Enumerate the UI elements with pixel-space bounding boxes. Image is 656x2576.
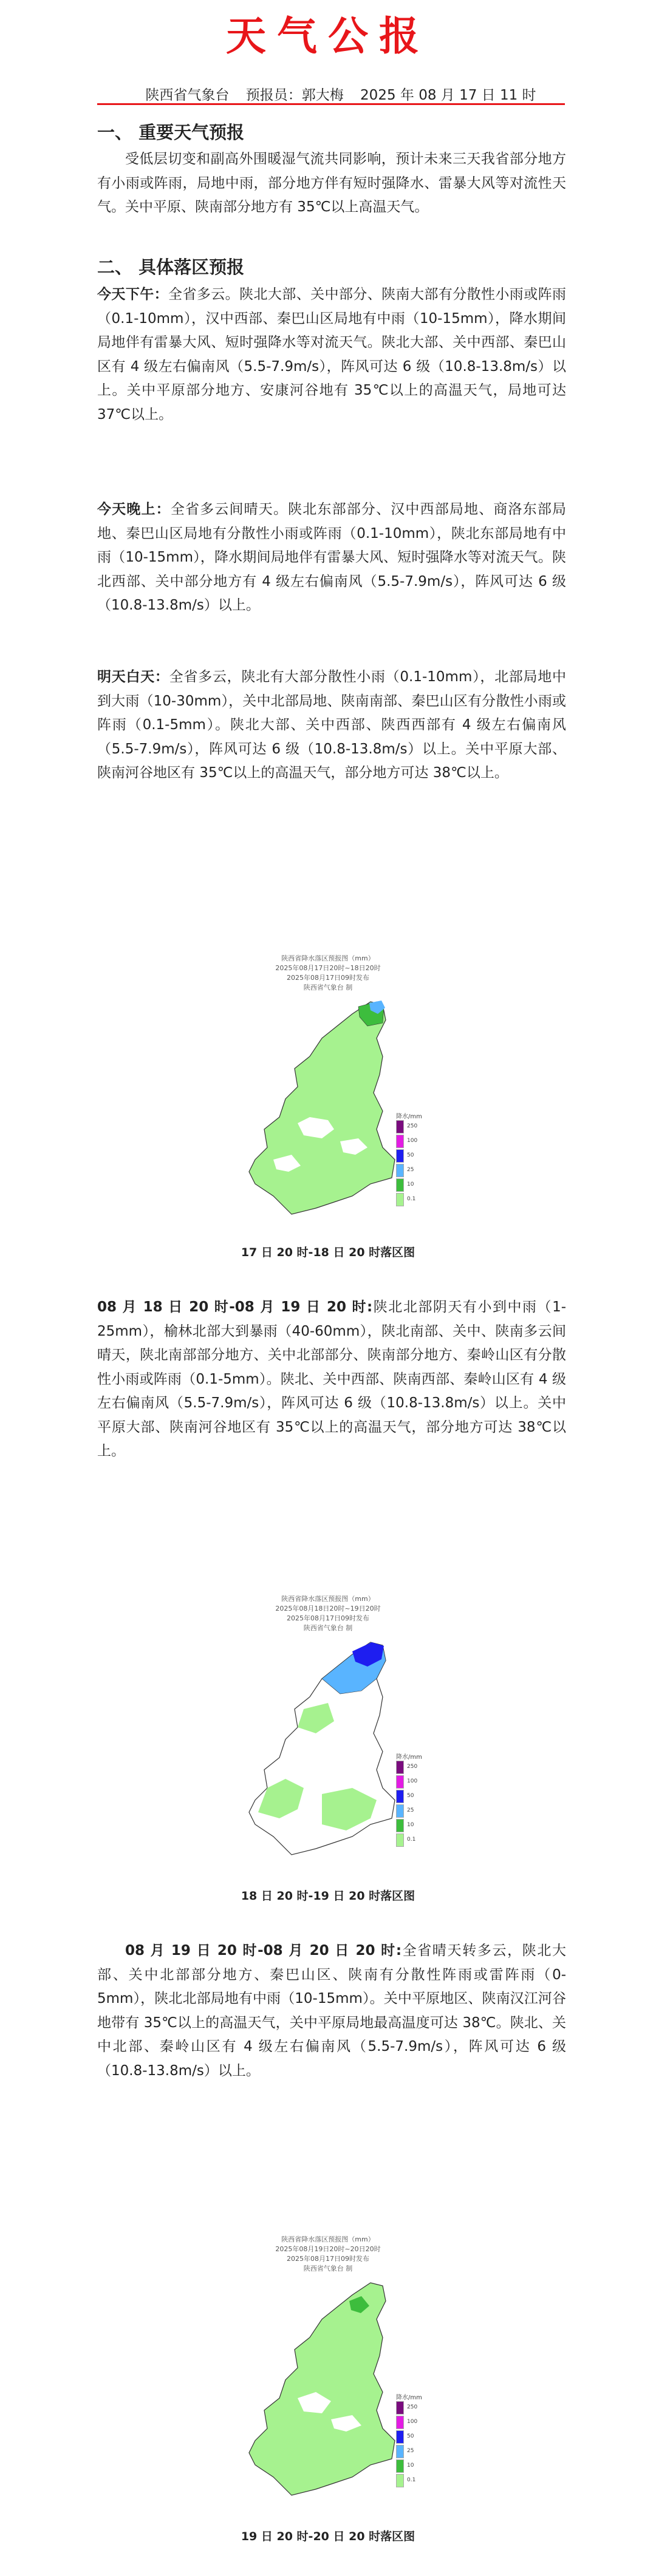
map-1-title: 陕西省降水落区预报图（mm）: [281, 954, 375, 962]
header-divider: [97, 103, 565, 105]
legend-label: 0.1: [407, 1196, 416, 1202]
legend-label: 10: [407, 1822, 414, 1828]
period-2-label: 08 月 18 日 20 时-08 月 19 日 20 时:: [97, 1299, 373, 1315]
precip-map-3: [231, 2234, 425, 2520]
legend-label: 10: [407, 2462, 414, 2469]
map-1-legend-title: 降水/mm: [396, 1113, 422, 1120]
bulletin-meta: [107, 84, 575, 104]
legend-label: 250: [407, 1764, 418, 1770]
map-3-title: 陕西省降水落区预报图（mm）: [281, 2235, 375, 2243]
legend-swatch: [396, 1833, 404, 1847]
legend-label: 10: [407, 1181, 414, 1188]
legend-swatch: [396, 2459, 404, 2473]
legend-label: 25: [407, 2448, 414, 2454]
legend-swatch: [396, 1804, 404, 1818]
tomorrow-label: 明天白天：: [97, 669, 169, 685]
legend-swatch: [396, 2474, 404, 2487]
legend-label: 100: [407, 1778, 418, 1784]
period-3-text: 全省晴天转多云，陕北大部、关中北部部分地方、秦巴山区、陕南有分散性阵雨或雷阵雨（0-5mm），陕北北部局地有中雨（10-15mm）。关中平原地区、陕南汉江河谷地带有 35℃以上的高温天气，关中平原局地最高温度可达 38℃。陕北、关中北部、秦岭山区有 4 级左右偏南风（5.5-7.9m/s），阵风可达 6 级（10.8-13.8m/s）以上。: [97, 1943, 566, 2079]
map-1-caption: 17 日 20 时-18 日 20 时落区图: [241, 1246, 415, 1259]
legend-swatch: [396, 1761, 404, 1774]
map-3-org: 陕西省气象台 制: [303, 2265, 353, 2272]
bulletin-title: 天气公报: [226, 12, 430, 59]
legend-swatch: [396, 1193, 404, 1206]
tomorrow-text: 全省多云，陕北有大部分散性小雨（0.1-10mm），北部局地中到大雨（10-30mm），关中北部局地、陕南南部、秦巴山区有分散性小雨或阵雨（0.1-5mm）。陕北大部、关中西部、陕西西部有 4 级左右偏南风（5.5-7.9m/s），阵风可达 6 级（10.8-13.8m/s）以上。关中平原大部、陕南河谷地区有 35℃以上的高温天气，部分地方可达 38℃以上。: [97, 669, 567, 781]
period-2-block: [97, 1296, 566, 1464]
legend-label: 50: [407, 2433, 414, 2439]
today-afternoon-block: [97, 283, 566, 427]
legend-label: 25: [407, 1167, 414, 1173]
tonight-text: 全省多云间晴天。陕北东部部分、汉中西部局地、商洛东部局地、秦巴山区局地有分散性小雨或阵雨（0.1-10mm），陕北东部局地有中雨（10-15mm），降水期间局地伴有雷暴大风、短时强降水等对流天气。陕北西部、关中部分地方有 4 级左右偏南风（5.5-7.9m/s），阵风可达 6 级（10.8-13.8m/s）以上。: [97, 501, 567, 613]
map-3-valid: 2025年08月19日20时~20日20时: [275, 2245, 381, 2253]
legend-swatch: [396, 1135, 404, 1148]
important-forecast-text: 受低层切变和副高外围暖湿气流共同影响，预计未来三天我省部分地方有小雨或阵雨，局地中雨，部分地方伴有短时强降水、雷暴大风等对流性天气。关中平原、陕南部分地方有 35℃以上高温天气。: [97, 151, 566, 215]
issue-time: 2025 年 08 月 17 日 11 时: [360, 87, 536, 103]
precip-map-2: [231, 1594, 425, 1879]
period-3-label: 08 月 19 日 20 时-08 月 20 日 20 时:: [125, 1943, 402, 1959]
map-1-issued: 2025年08月17日09时发布: [287, 974, 369, 982]
legend-swatch: [396, 1164, 404, 1177]
map-2-title: 陕西省降水落区预报图（mm）: [281, 1595, 375, 1603]
precip-map-1: [231, 953, 425, 1239]
legend-label: 0.1: [407, 1837, 416, 1843]
legend-label: 0.1: [407, 2477, 416, 2483]
legend-swatch: [396, 2430, 404, 2444]
section-heading-detail: 二、 具体落区预报: [97, 257, 245, 277]
legend-label: 100: [407, 1138, 418, 1144]
period-3-block: [97, 1939, 566, 2083]
legend-swatch: [396, 1178, 404, 1192]
legend-label: 250: [407, 2404, 418, 2410]
legend-swatch: [396, 1775, 404, 1789]
tonight-block: [97, 498, 566, 618]
map-2-issued: 2025年08月17日09时发布: [287, 1614, 369, 1622]
legend-swatch: [396, 2445, 404, 2458]
legend-label: 50: [407, 1152, 414, 1158]
section-heading-important: 一、 重要天气预报: [97, 122, 245, 143]
map-3-issued: 2025年08月17日09时发布: [287, 2255, 369, 2263]
legend-swatch: [396, 2416, 404, 2429]
map-2-valid: 2025年08月18日20时~19日20时: [275, 1605, 381, 1613]
legend-swatch: [396, 1790, 404, 1803]
map-2-legend-title: 降水/mm: [396, 1754, 422, 1761]
map-1-valid: 2025年08月17日20时~18日20时: [275, 964, 381, 972]
issuing-org: 陕西省气象台: [145, 87, 230, 103]
period-2-text: 陕北北部阴天有小到中雨（1-25mm），榆林北部大到暴雨（40-60mm），陕北南部、关中、陕南多云间晴天，陕北南部部分地方、关中北部部分、陕南部分地方、秦岭山区有分散性小雨或阵雨（0.1-5mm）。陕北、关中西部、陕南西部、秦岭山区有 4 级左右偏南风（5.5-7.9m/s），阵风可达 6 级（10.8-13.8m/s）以上。关中平原大部、陕南河谷地区有 35℃以上的高温天气，部分地方可达 38℃以上。: [97, 1299, 566, 1459]
legend-label: 50: [407, 1793, 414, 1799]
legend-swatch: [396, 1120, 404, 1133]
legend-swatch: [396, 1819, 404, 1832]
tonight-label: 今天晚上：: [97, 501, 171, 517]
legend-swatch: [396, 1149, 404, 1163]
legend-label: 100: [407, 2419, 418, 2425]
legend-label: 250: [407, 1123, 418, 1129]
map-2-caption: 18 日 20 时-19 日 20 时落区图: [241, 1889, 415, 1903]
legend-swatch: [396, 2401, 404, 2415]
legend-label: 25: [407, 1807, 414, 1813]
map-2-org: 陕西省气象台 制: [303, 1624, 353, 1632]
map-3-caption: 19 日 20 时-20 日 20 时落区图: [241, 2530, 415, 2543]
forecaster: 预报员：郭大梅: [245, 87, 344, 103]
map-1-org: 陕西省气象台 制: [303, 984, 353, 991]
map-3-legend-title: 降水/mm: [396, 2394, 422, 2401]
tomorrow-block: [97, 665, 566, 786]
today-afternoon-label: 今天下午：: [97, 287, 169, 302]
today-afternoon-text: 全省多云。陕北大部、关中部分、陕南大部有分散性小雨或阵雨（0.1-10mm），汉中西部、秦巴山区局地有中雨（10-15mm），降水期间局地伴有雷暴大风、短时强降水等对流天气。陕北大部、关中西部、秦巴山区有 4 级左右偏南风（5.5-7.9m/s），阵风可达 6 级（10.8-13.8m/s）以上。关中平原部分地方、安康河谷地有 35℃以上的高温天气，局地可达 37℃以上。: [97, 287, 566, 423]
